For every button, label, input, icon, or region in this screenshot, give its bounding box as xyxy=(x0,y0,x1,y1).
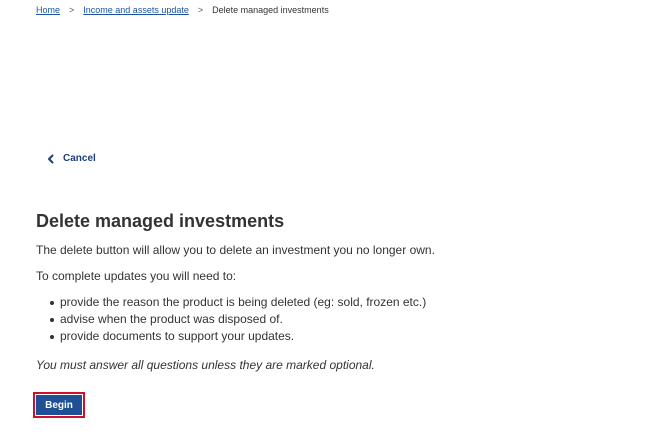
bullet-icon xyxy=(50,301,54,305)
breadcrumb-link-home[interactable]: Home xyxy=(36,5,61,15)
cancel-label: Cancel xyxy=(63,153,96,164)
breadcrumb-separator: > xyxy=(69,5,75,15)
bullet-icon xyxy=(50,335,54,339)
optional-questions-note: You must answer all questions unless they are marked optional. xyxy=(36,358,375,372)
list-item-text: provide the reason the product is being deleted (eg: sold, frozen etc.) xyxy=(60,295,427,309)
lead-text: To complete updates you will need to: xyxy=(36,269,237,283)
breadcrumb-current-page: Delete managed investments xyxy=(212,5,329,15)
list-item-text: provide documents to support your updates. xyxy=(60,329,295,343)
breadcrumb xyxy=(36,4,329,16)
begin-button[interactable]: Begin xyxy=(33,392,85,418)
intro-text: The delete button will allow you to delete an investment you no longer own. xyxy=(36,243,435,257)
bullet-icon xyxy=(50,318,54,322)
requirements-list xyxy=(36,294,426,345)
list-item-text: advise when the product was disposed of. xyxy=(60,312,283,326)
page-title: Delete managed investments xyxy=(36,211,285,231)
breadcrumb-link-income-and-assets-update[interactable]: Income and assets update xyxy=(83,5,189,15)
chevron-left-icon xyxy=(46,153,56,165)
cancel-link[interactable] xyxy=(46,153,96,165)
list-item xyxy=(36,294,426,311)
breadcrumb-separator: > xyxy=(197,5,204,15)
list-item xyxy=(36,311,426,328)
list-item xyxy=(36,328,426,345)
